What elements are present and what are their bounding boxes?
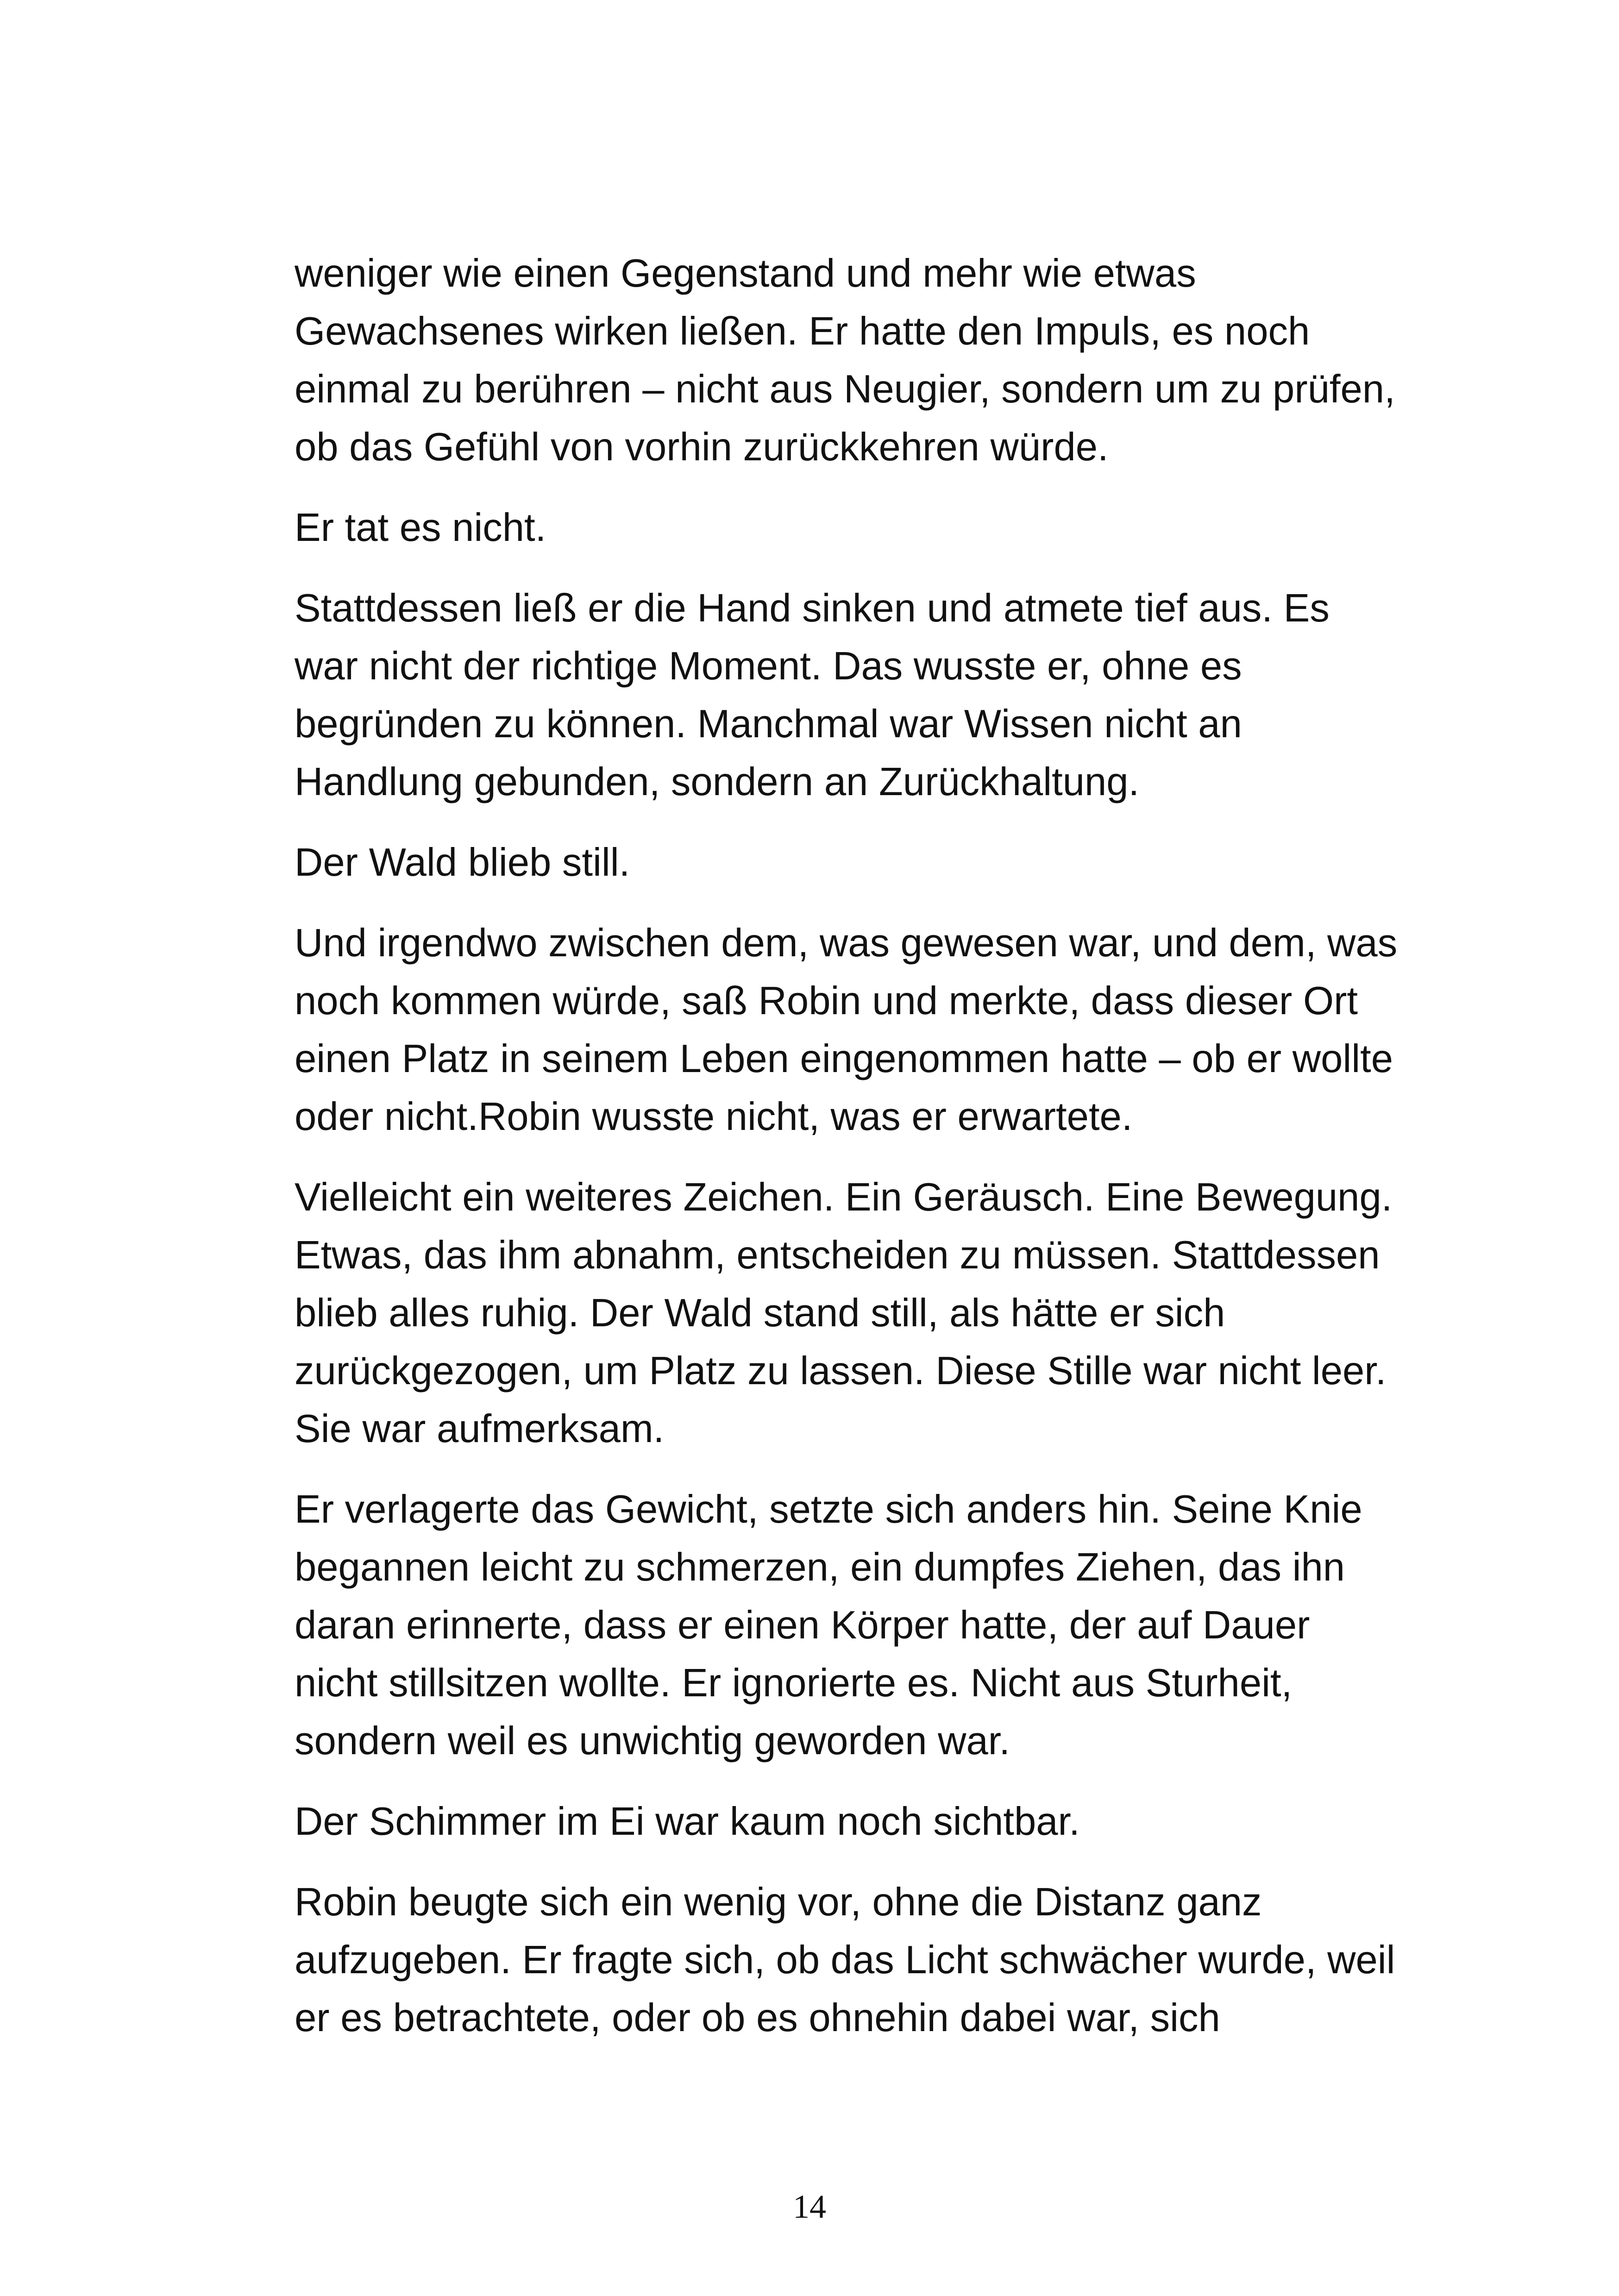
paragraph	[295, 1873, 1462, 2047]
text-line: Gewachsenes wirken ließen. Er hatte den Impuls, es noch	[295, 309, 1310, 353]
text-line: Er tat es nicht.	[295, 506, 546, 550]
text-line: Stattdessen ließ er die Hand sinken und atmete tief aus. Es	[295, 586, 1330, 630]
text-line: Robin beugte sich ein wenig vor, ohne die Distanz ganz	[295, 1880, 1262, 1924]
text-line: begründen zu können. Manchmal war Wissen nicht an	[295, 702, 1242, 746]
text-line: blieb alles ruhig. Der Wald stand still, als hätte er sich	[295, 1291, 1225, 1335]
paragraph	[295, 245, 1462, 476]
text-line: noch kommen würde, saß Robin und merkte, dass dieser Ort	[295, 979, 1358, 1023]
text-line: Der Schimmer im Ei war kaum noch sichtbar.	[295, 1800, 1080, 1844]
text-line: nicht stillsitzen wollte. Er ignorierte es. Nicht aus Sturheit,	[295, 1661, 1293, 1705]
text-line: er es betrachtete, oder ob es ohnehin dabei war, sich	[295, 1996, 1220, 2040]
text-line: Etwas, das ihm abnahm, entscheiden zu müssen. Stattdessen	[295, 1233, 1380, 1277]
text-line: einmal zu berühren – nicht aus Neugier, sondern um zu prüfen,	[295, 367, 1395, 411]
text-line: Handlung gebunden, sondern an Zurückhaltung.	[295, 760, 1140, 804]
paragraph	[295, 499, 1462, 557]
text-line: Der Wald blieb still.	[295, 841, 630, 885]
paragraph	[295, 1480, 1462, 1770]
text-line: einen Platz in seinem Leben eingenommen hatte – ob er wollte	[295, 1037, 1393, 1081]
text-line: begannen leicht zu schmerzen, ein dumpfes Ziehen, das ihn	[295, 1545, 1345, 1589]
paragraph	[295, 1793, 1462, 1851]
body-text	[295, 245, 1462, 2047]
text-line: weniger wie einen Gegenstand und mehr wie etwas	[295, 251, 1196, 295]
paragraph	[295, 1168, 1462, 1458]
text-line: Und irgendwo zwischen dem, was gewesen war, und dem, was	[295, 921, 1398, 965]
text-line: oder nicht.Robin wusste nicht, was er erwartete.	[295, 1095, 1133, 1139]
text-line: daran erinnerte, dass er einen Körper hatte, der auf Dauer	[295, 1603, 1310, 1647]
text-line: Vielleicht ein weiteres Zeichen. Ein Geräusch. Eine Bewegung.	[295, 1175, 1393, 1219]
page-number: 14	[793, 2188, 826, 2225]
text-line: zurückgezogen, um Platz zu lassen. Diese Stille war nicht leer.	[295, 1349, 1387, 1393]
text-line: Er verlagerte das Gewicht, setzte sich anders hin. Seine Knie	[295, 1487, 1362, 1531]
paragraph	[295, 834, 1462, 891]
paragraph	[295, 914, 1462, 1146]
text-line: Sie war aufmerksam.	[295, 1407, 665, 1451]
text-line: ob das Gefühl von vorhin zurückkehren würde.	[295, 425, 1109, 469]
paragraph	[295, 579, 1462, 811]
text-line: aufzugeben. Er fragte sich, ob das Licht schwächer wurde, weil	[295, 1938, 1395, 1982]
text-line: sondern weil es unwichtig geworden war.	[295, 1719, 1010, 1763]
text-line: war nicht der richtige Moment. Das wusste er, ohne es	[295, 644, 1242, 688]
